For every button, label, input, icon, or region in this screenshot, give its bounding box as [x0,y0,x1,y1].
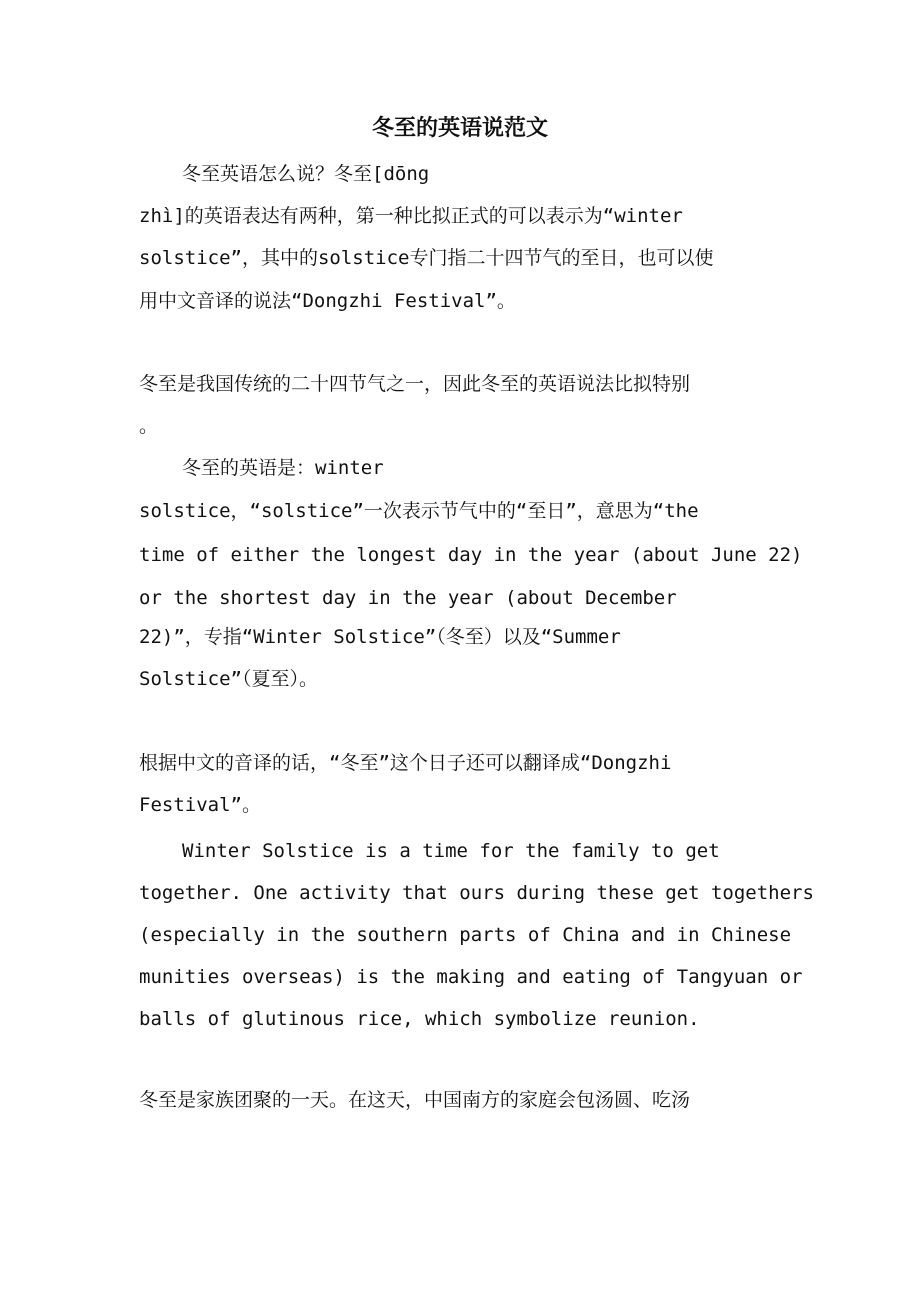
text-line: Winter Solstice is a time for the family to get [182,840,720,862]
text-line: 用中文音译的说法“Dongzhi Festival”。 [139,290,516,312]
text-line: 冬至的英语是：winter [182,457,384,479]
text-line: or the shortest day in the year (about December [139,587,677,609]
text-line: together. One activity that ours during these get togethers [139,882,814,904]
text-line: Solstice”（夏至）。 [139,668,318,690]
text-line: munities overseas) is the making and eating of Tangyuan or [139,966,803,988]
text-line: zhì]的英语表达有两种，第一种比拟正式的可以表示为“winter [139,205,683,227]
text-line: Festival”。 [139,794,261,816]
text-line: 22)”，专指“Winter Solstice”（冬至）以及“Summer [139,626,621,648]
text-line: 冬至是我国传统的二十四节气之一，因此冬至的英语说法比拟特别 [139,373,691,395]
text-line: 。 [139,415,159,437]
text-line: time of either the longest day in the year (about June 22) [139,544,803,566]
text-line: solstice，“solstice”一次表示节气中的“至日”，意思为“the [139,500,699,522]
text-line: 冬至英语怎么说？冬至[dōng [182,163,430,185]
text-line: (especially in the southern parts of China and in Chinese [139,924,792,946]
text-line: solstice”，其中的solstice专门指二十四节气的至日，也可以使 [139,247,714,269]
text-line: 根据中文的音译的话，“冬至”这个日子还可以翻译成“Dongzhi [139,752,672,774]
document-title: 冬至的英语说范文 [371,115,548,141]
text-line: balls of glutinous rice, which symbolize reunion. [139,1008,700,1030]
text-line: 冬至是家族团聚的一天。在这天，中国南方的家庭会包汤圆、吃汤 [139,1089,691,1111]
